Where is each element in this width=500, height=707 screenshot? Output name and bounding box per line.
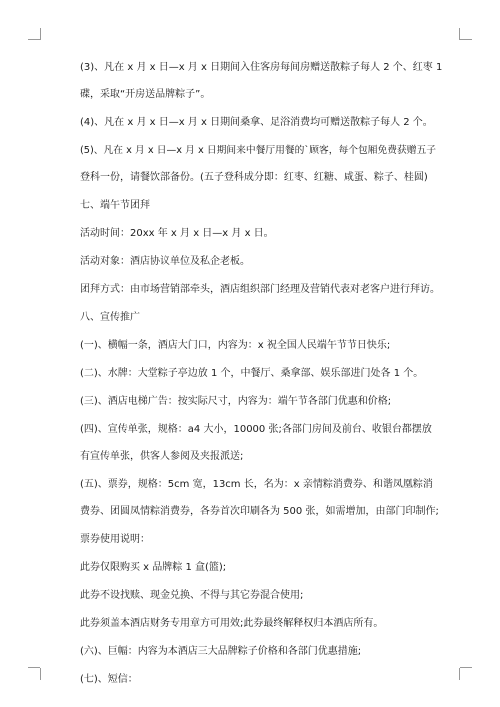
text-line: (五)、票券，规格：5cm 宽，13cm 长，名为：x 亲情粽消费券、和谐凤凰粽消 bbox=[80, 479, 433, 490]
promo-item-3 bbox=[80, 395, 442, 409]
crop-mark-top-left-h bbox=[28, 39, 40, 40]
paragraph-4 bbox=[80, 116, 442, 130]
promo-item-7 bbox=[80, 673, 442, 687]
text-line: 有宣传单张，供客人参阅及夹报派送; bbox=[80, 451, 244, 462]
section-heading-8 bbox=[80, 311, 442, 325]
crop-mark-bottom-left-v bbox=[40, 668, 41, 680]
text-line: (四)、宣传单张，规格：a4 大小，10000 张;各部门房间及前台、收银台都摆放 bbox=[80, 424, 432, 435]
document-body bbox=[80, 61, 442, 687]
text-line: (二)、水牌：大堂粽子亭边放 1 个，中餐厅、桑拿部、娱乐部进门处各 1 个。 bbox=[80, 368, 424, 379]
voucher-rule-3 bbox=[80, 617, 442, 631]
voucher-instructions-title bbox=[80, 533, 442, 547]
text-line: 团拜方式：由市场营销部牵头，酒店组织部门经理及营销代表对老客户进行拜访。 bbox=[80, 284, 440, 295]
text-line: (4)、凡在 x 月 x 日—x 月 x 日期间桑拿、足浴消费均可赠送散粽子每人 2 个。 bbox=[80, 117, 433, 128]
crop-mark-top-right-h bbox=[460, 39, 472, 40]
section-heading: 八、宣传推广 bbox=[80, 312, 140, 323]
crop-mark-bottom-left-h bbox=[28, 667, 40, 668]
promo-item-2 bbox=[80, 367, 442, 381]
section-heading-7 bbox=[80, 199, 442, 213]
text-line: 费券、团圆凤情粽消费券，各券首次印刷各为 500 张，如需增加，由部门印制作; bbox=[80, 506, 439, 517]
text-line: 活动对象：酒店协议单位及私企老板。 bbox=[80, 256, 250, 267]
visit-method bbox=[80, 283, 442, 297]
section-heading: 七、端午节团拜 bbox=[80, 200, 150, 211]
voucher-rule-2 bbox=[80, 589, 442, 603]
crop-mark-bottom-right-v bbox=[459, 668, 460, 680]
promo-item-5 bbox=[80, 478, 442, 519]
text-line: (一)、横幅一条，酒店大门口，内容为：x 祝全国人民端午节节日快乐; bbox=[80, 340, 391, 351]
text-line: 此券不设找赎、现金兑换、不得与其它券混合使用; bbox=[80, 590, 304, 601]
crop-mark-bottom-right-h bbox=[460, 667, 472, 668]
crop-mark-top-left-v bbox=[40, 28, 41, 40]
voucher-rule-1 bbox=[80, 561, 442, 575]
text-line: (3)、凡在 x 月 x 日—x 月 x 日期间入住客房每间房赠送散粽子每人 2 个、红枣 1 bbox=[80, 62, 443, 73]
text-line: 登科一份，请餐饮部备份。(五子登科成分即：红枣、红糖、咸蛋、粽子、桂圆) bbox=[80, 172, 428, 183]
paragraph-5 bbox=[80, 144, 442, 185]
text-line: 活动时间：20xx 年 x 月 x 日—x 月 x 日。 bbox=[80, 228, 274, 239]
text-line: 碟，采取“开房送品牌粽子”。 bbox=[80, 89, 211, 100]
text-line: (5)、凡在 x 月 x 日—x 月 x 日期间来中餐厅用餐的`顾客，每个包厢免费获赠五子 bbox=[80, 145, 436, 156]
text-line: 此券须盖本酒店财务专用章方可用效;此券最终解释权归本酒店所有。 bbox=[80, 618, 384, 629]
promo-item-6 bbox=[80, 645, 442, 659]
activity-time bbox=[80, 227, 442, 241]
activity-target bbox=[80, 255, 442, 269]
promo-item-4 bbox=[80, 423, 442, 464]
text-line: (七)、短信： bbox=[80, 674, 138, 685]
text-line: (三)、酒店电梯广告：按实际尺寸，内容为：端午节各部门优惠和价格; bbox=[80, 396, 392, 407]
text-line: (六)、巨幅：内容为本酒店三大品牌粽子价格和各部门优惠措施; bbox=[80, 646, 362, 657]
promo-item-1 bbox=[80, 339, 442, 353]
text-line: 此券仅限购买 x 品牌粽 1 盒(篮); bbox=[80, 562, 227, 573]
crop-mark-top-right-v bbox=[459, 28, 460, 40]
text-line: 票券使用说明： bbox=[80, 534, 150, 545]
paragraph-3 bbox=[80, 61, 442, 102]
